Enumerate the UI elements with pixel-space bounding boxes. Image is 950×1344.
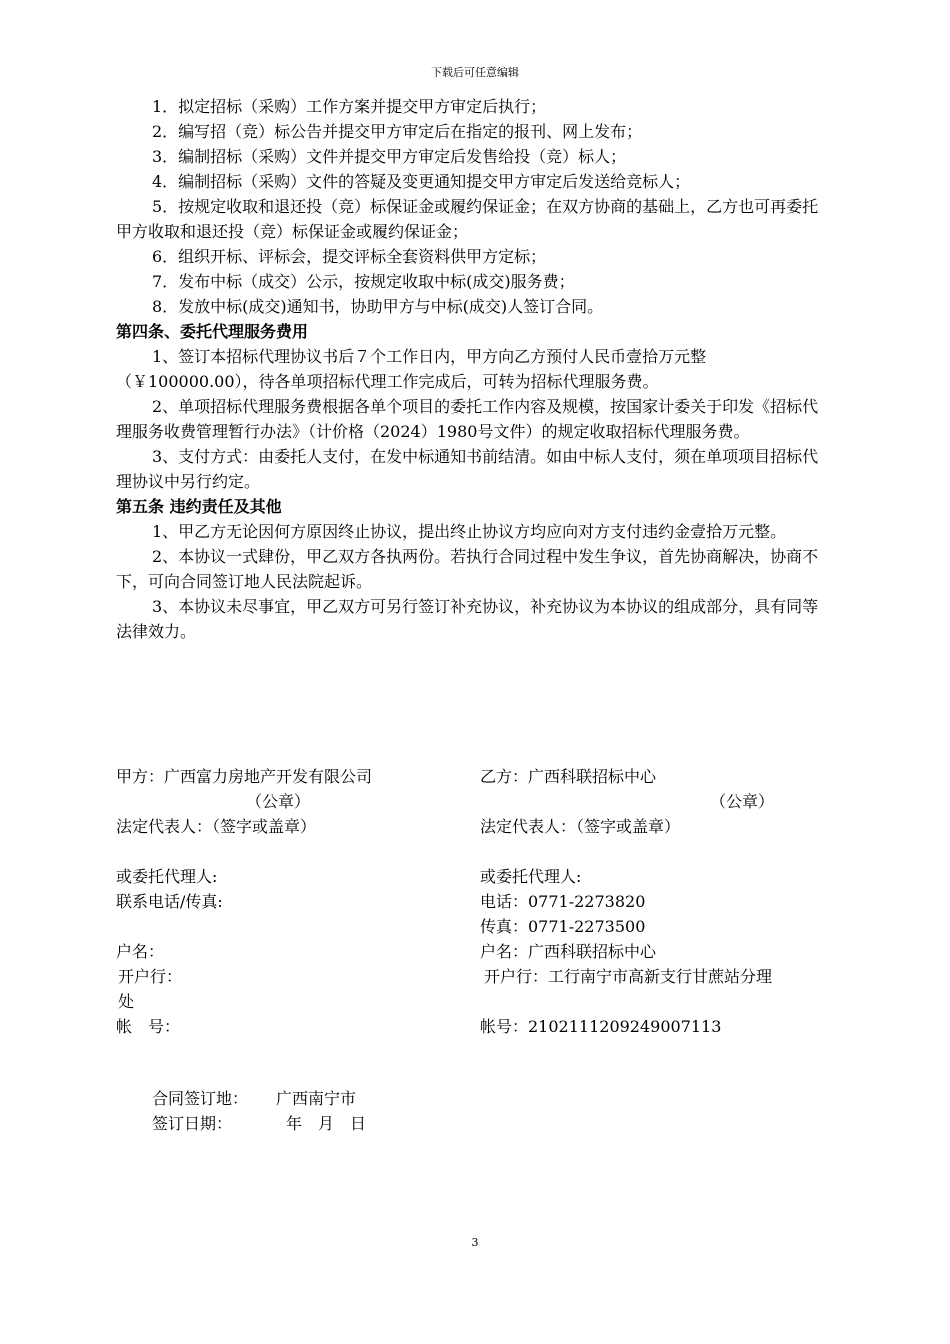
article-4-paragraph: 2、单项招标代理服务费根据各单个项目的委托工作内容及规模，按国家计委关于印发《招标代理服务收费管理暂行办法》（计价格（2024）1980号文件）的规定收取招标代理服务费。: [116, 397, 819, 441]
place-value: 广西南宁市: [276, 1089, 357, 1108]
party-b-bank: 开户行：工行南宁市高新支行甘蔗站分理: [484, 967, 773, 986]
list-item: 6．组织开标、评标会，提交评标全套资料供甲方定标；: [152, 247, 547, 266]
list-item: 5．按规定收取和退还投（竞）标保证金或履约保证金；在双方协商的基础上，乙方也可再委托甲方收取和退还投（竞）标保证金或履约保证金；: [116, 197, 819, 241]
page-number: 3: [471, 1236, 479, 1249]
party-b-bank-continued: 处: [118, 992, 135, 1011]
party-a-account-number: 帐 号：: [116, 1017, 181, 1036]
party-a-agent: 或委托代理人:: [116, 867, 218, 886]
article-5-paragraph: 1、甲乙方无论因何方原因终止协议，提出终止协议方均应向对方支付违约金壹拾万元整。: [152, 522, 787, 541]
date-label: 签订日期：: [152, 1114, 233, 1133]
party-b-account-number: 帐号：2102111209249007113: [480, 1017, 722, 1036]
article-4-heading: 第四条、委托代理服务费用: [116, 322, 309, 341]
place-label: 合同签订地：: [152, 1089, 249, 1108]
party-b-phone: 电话：0771-2273820: [480, 892, 646, 911]
article-5-heading: 第五条 违约责任及其他: [116, 497, 282, 516]
signature-block: [116, 764, 834, 1039]
party-a-phone: 联系电话/传真:: [116, 892, 223, 911]
party-a-representative: 法定代表人：（签字或盖章）: [116, 817, 317, 836]
party-b-seal: （公章）: [710, 792, 775, 811]
party-a-bank: 开户行：: [118, 967, 183, 986]
contract-place-date: [152, 1086, 366, 1136]
article-5-paragraph: 3、本协议未尽事宜，甲乙双方可另行签订补充协议，补充协议为本协议的组成部分，具有同等法律效力。: [116, 597, 819, 641]
party-b-representative: 法定代表人：（签字或盖章）: [480, 817, 681, 836]
date-value: 年 月 日: [286, 1114, 367, 1133]
list-item: 1．拟定招标（采购）工作方案并提交甲方审定后执行；: [152, 97, 547, 116]
article-4-paragraph: 1、签订本招标代理协议书后７个工作日内，甲方向乙方预付人民币壹拾万元整（￥100000.00），待各单项招标代理工作完成后，可转为招标代理服务费。: [116, 347, 707, 391]
article-5-paragraph: 2、本协议一式肆份，甲乙双方各执两份。若执行合同过程中发生争议，首先协商解决，协商不下，可向合同签订地人民法院起诉。: [116, 547, 819, 591]
party-b-agent: 或委托代理人:: [480, 867, 582, 886]
page-header: 下载后可任意编辑: [431, 66, 519, 79]
party-b-fax: 传真：0771-2273500: [480, 917, 646, 936]
list-item: 7．发布中标（成交）公示，按规定收取中标(成交)服务费；: [152, 272, 575, 291]
party-b-account-name: 户名：广西科联招标中心: [480, 942, 657, 961]
party-b-name: 乙方：广西科联招标中心: [480, 767, 657, 786]
party-a-seal: （公章）: [246, 792, 311, 811]
list-item: 2．编写招（竞）标公告并提交甲方审定后在指定的报刊、网上发布；: [152, 122, 643, 141]
list-item: 3．编制招标（采购）文件并提交甲方审定后发售给投（竞）标人；: [152, 147, 627, 166]
article-4-paragraph: 3、支付方式：由委托人支付，在发中标通知书前结清。如由中标人支付，须在单项项目招标代理协议中另行约定。: [116, 447, 819, 491]
list-item: 8．发放中标(成交)通知书，协助甲方与中标(成交)人签订合同。: [152, 297, 604, 316]
party-a-account-name: 户名：: [116, 942, 165, 961]
party-a-name: 甲方：广西富力房地产开发有限公司: [116, 767, 373, 786]
list-item: 4．编制招标（采购）文件的答疑及变更通知提交甲方审定后发送给竞标人；: [152, 172, 691, 191]
document-body: [116, 94, 834, 644]
